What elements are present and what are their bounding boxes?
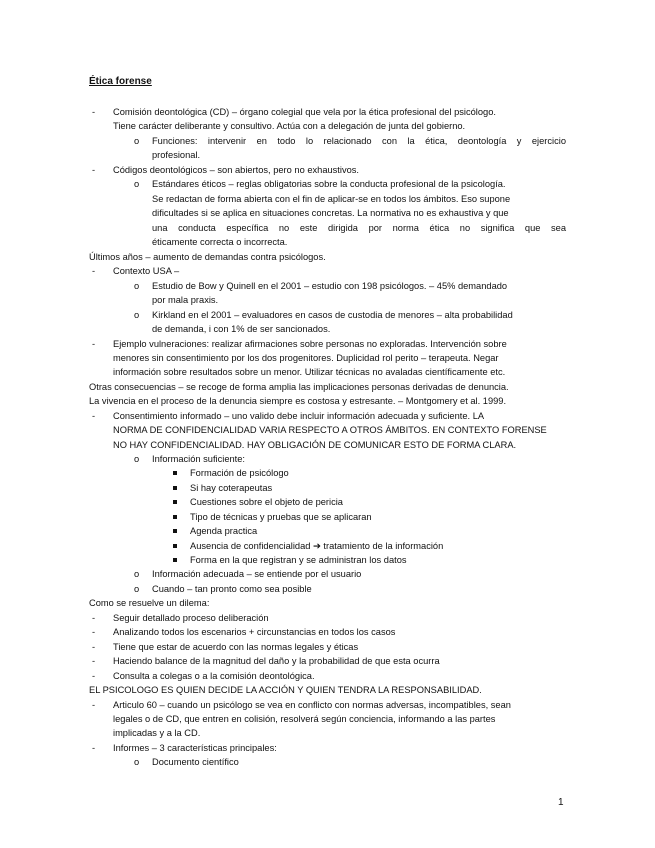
- square-bullet: [173, 500, 177, 504]
- text-line: Ausencia de confidencialidad ➔ tratamiento de la información: [190, 541, 444, 551]
- dash-bullet: -: [92, 743, 96, 753]
- text-line: Kirkland en el 2001 – evaluadores en casos de custodia de menores – alta probabilidad: [152, 310, 513, 320]
- text-line: Información suficiente:: [152, 454, 246, 464]
- text-line: Estudio de Bow y Quinell en el 2001 – estudio con 198 psicólogos. – 45% demandado: [152, 281, 508, 291]
- circle-bullet: o: [134, 310, 140, 320]
- text-line: Estándares éticos – reglas obligatorias sobre la conducta profesional de la psicología.: [152, 179, 506, 189]
- text-line: menores sin consentimiento por los dos progenitores. Duplicidad rol perito – terapeuta. Negar: [113, 353, 499, 363]
- dash-bullet: -: [92, 700, 96, 710]
- text-line: Informes – 3 características principales:: [113, 743, 277, 753]
- text-line: La vivencia en el proceso de la denuncia siempre es costosa y estresante. – Montgomery et al. 1999.: [89, 396, 507, 406]
- text-line: Ejemplo vulneraciones: realizar afirmaciones sobre personas no exploradas. Intervención sobre: [113, 339, 507, 349]
- text-line: Códigos deontológicos – son abiertos, pero no exhaustivos.: [113, 165, 360, 175]
- text-line: profesional.: [152, 150, 201, 160]
- text-line: Se redactan de forma abierta con el fin de aplicar-se en todos los ámbitos. Eso supone: [152, 194, 511, 204]
- text-line: Funciones: intervenir en todo lo relacionado con la ética, deontología y ejercicio: [152, 136, 566, 146]
- dash-bullet: -: [92, 266, 96, 276]
- square-bullet: [173, 558, 177, 562]
- text-line: Haciendo balance de la magnitud del daño y la probabilidad de que esta ocurra: [113, 656, 440, 666]
- text-line: Comisión deontológica (CD) – órgano colegial que vela por la ética profesional del psicólogo.: [113, 107, 496, 117]
- text-line: Agenda practica: [190, 526, 258, 536]
- text-line: Tiene carácter deliberante y consultivo. Actúa con a delegación de junta del gobierno.: [113, 121, 466, 131]
- circle-bullet: o: [134, 281, 140, 291]
- square-bullet: [173, 486, 177, 490]
- dash-bullet: -: [92, 613, 96, 623]
- text-line: por mala praxis.: [152, 295, 219, 305]
- circle-bullet: o: [134, 454, 140, 464]
- dash-bullet: -: [92, 627, 96, 637]
- circle-bullet: o: [134, 584, 140, 594]
- text-line: una conducta específica no este dirigida por norma ética no significa que sea: [152, 223, 566, 233]
- text-line: Cuando – tan pronto como sea posible: [152, 584, 312, 594]
- dash-bullet: -: [92, 107, 96, 117]
- text-line: Consulta a colegas o a la comisión deontológica.: [113, 671, 315, 681]
- text-line: NO HAY CONFIDENCIALIDAD. HAY OBLIGACIÓN DE COMUNICAR ESTO DE FORMA CLARA.: [113, 440, 517, 450]
- dash-bullet: -: [92, 671, 96, 681]
- text-line: Tiene que estar de acuerdo con las normas legales y éticas: [113, 642, 359, 652]
- text-line: Seguir detallado proceso deliberación: [113, 613, 269, 623]
- text-line: de demanda, i con 1% de ser sancionados.: [152, 324, 331, 334]
- text-line: implicadas y a la CD.: [113, 728, 201, 738]
- text-line: Últimos años – aumento de demandas contra psicólogos.: [89, 252, 326, 262]
- text-line: Tipo de técnicas y pruebas que se aplicaran: [190, 512, 372, 522]
- dash-bullet: -: [92, 339, 96, 349]
- text-line: Documento científico: [152, 757, 239, 767]
- square-bullet: [173, 515, 177, 519]
- text-line: Contexto USA –: [113, 266, 180, 276]
- text-line: dificultades si se aplica en situaciones concretas. La normativa no es exhaustiva y que: [152, 208, 509, 218]
- text-line: Forma en la que registran y se administran los datos: [190, 555, 407, 565]
- text-line: Si hay coterapeutas: [190, 483, 273, 493]
- circle-bullet: o: [134, 136, 140, 146]
- dash-bullet: -: [92, 411, 96, 421]
- text-line: Consentimiento informado – uno valido debe incluir información adecuada y suficiente. LA: [113, 411, 485, 421]
- circle-bullet: o: [134, 757, 140, 767]
- text-line: Cuestiones sobre el objeto de pericia: [190, 497, 343, 507]
- square-bullet: [173, 544, 177, 548]
- circle-bullet: o: [134, 569, 140, 579]
- dash-bullet: -: [92, 642, 96, 652]
- text-line: Como se resuelve un dilema:: [89, 598, 210, 608]
- page-number: 1: [558, 797, 564, 808]
- text-line: Formación de psicólogo: [190, 468, 289, 478]
- text-line: EL PSICOLOGO ES QUIEN DECIDE LA ACCIÓN Y QUIEN TENDRA LA RESPONSABILIDAD.: [89, 685, 482, 695]
- text-line: información sobre resultados sobre un menor. Utilizar técnicas no avaladas científicamente etc.: [113, 367, 506, 377]
- square-bullet: [173, 529, 177, 533]
- text-line: éticamente correcta o incorrecta.: [152, 237, 288, 247]
- text-line: legales o de CD, que entren en colisión, resolverá según conciencia, informando a las partes: [113, 714, 496, 724]
- dash-bullet: -: [92, 656, 96, 666]
- text-line: Articulo 60 – cuando un psicólogo se vea en conflicto con normas adversas, incompatibles, sean: [113, 700, 511, 710]
- square-bullet: [173, 471, 177, 475]
- text-line: Otras consecuencias – se recoge de forma amplia las implicaciones personas derivadas de denuncia.: [89, 382, 509, 392]
- circle-bullet: o: [134, 179, 140, 189]
- text-line: Analizando todos los escenarios + circunstancias en todos los casos: [113, 627, 396, 637]
- text-line: NORMA DE CONFIDENCIALIDAD VARIA RESPECTO A OTROS ÁMBITOS. EN CONTEXTO FORENSE: [113, 425, 547, 435]
- dash-bullet: -: [92, 165, 96, 175]
- document-title: Ética forense: [89, 76, 152, 87]
- text-line: Información adecuada – se entiende por el usuario: [152, 569, 362, 579]
